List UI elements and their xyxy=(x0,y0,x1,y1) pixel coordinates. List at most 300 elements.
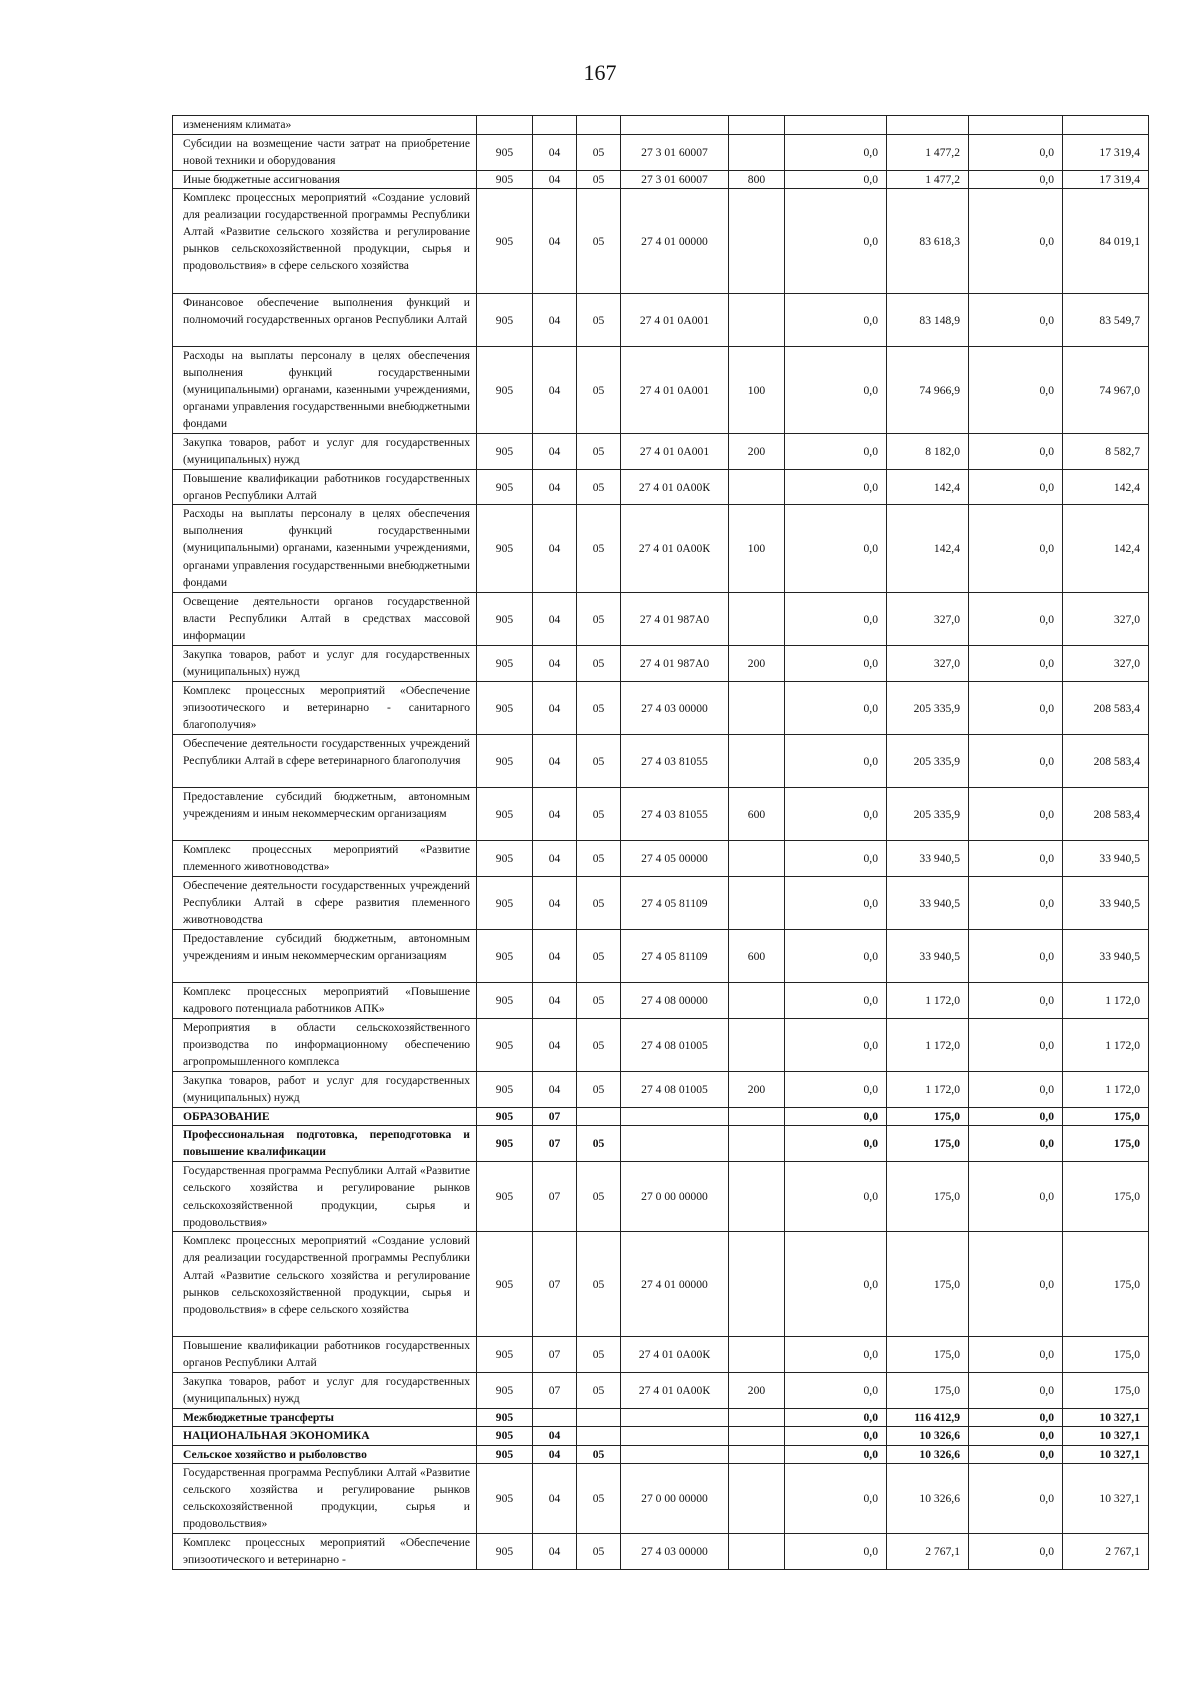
table-row xyxy=(173,1533,1149,1569)
expense-type-cell: 100 xyxy=(729,505,785,593)
table-row xyxy=(173,347,1149,434)
row-name-cell: ОБРАЗОВАНИЕ xyxy=(173,1108,477,1126)
expense-type-cell xyxy=(729,135,785,171)
value-1-cell: 0,0 xyxy=(785,1409,887,1427)
table-row xyxy=(173,735,1149,788)
section-code-cell: 04 xyxy=(533,593,577,646)
subsection-code-cell: 05 xyxy=(577,1373,621,1409)
target-article-cell xyxy=(621,1108,729,1126)
table-row xyxy=(173,135,1149,171)
value-2-cell: 33 940,5 xyxy=(887,841,969,877)
value-1-cell: 0,0 xyxy=(785,135,887,171)
value-4-cell: 17 319,4 xyxy=(1063,171,1149,189)
target-article-cell: 27 0 00 00000 xyxy=(621,1162,729,1232)
row-name-cell: Государственная программа Республики Алтай «Развитие сельского хозяйства и регулирование рынков сельскохозяйственной продукции, сырья и продовольствия» xyxy=(173,1463,477,1533)
row-name-cell: Государственная программа Республики Алтай «Развитие сельского хозяйства и регулирование рынков сельскохозяйственной продукции, сырья и продовольствия» xyxy=(173,1162,477,1232)
gov-code-cell: 905 xyxy=(477,294,533,347)
value-2-cell: 2 767,1 xyxy=(887,1533,969,1569)
value-3-cell: 0,0 xyxy=(969,1463,1063,1533)
gov-code-cell: 905 xyxy=(477,1409,533,1427)
table-body xyxy=(173,116,1149,1570)
value-4-cell: 142,4 xyxy=(1063,505,1149,593)
target-article-cell: 27 4 08 01005 xyxy=(621,1072,729,1108)
section-code-cell: 04 xyxy=(533,646,577,682)
table-row xyxy=(173,1162,1149,1232)
value-2-cell: 175,0 xyxy=(887,1232,969,1337)
expense-type-cell xyxy=(729,1337,785,1373)
target-article-cell: 27 4 01 0А00К xyxy=(621,1373,729,1409)
value-4-cell: 175,0 xyxy=(1063,1126,1149,1162)
value-1-cell: 0,0 xyxy=(785,470,887,505)
value-3-cell: 0,0 xyxy=(969,347,1063,434)
row-name-cell: Закупка товаров, работ и услуг для государственных (муниципальных) нужд xyxy=(173,1072,477,1108)
value-3-cell: 0,0 xyxy=(969,1162,1063,1232)
value-3-cell: 0,0 xyxy=(969,434,1063,470)
gov-code-cell: 905 xyxy=(477,1463,533,1533)
value-4-cell: 2 767,1 xyxy=(1063,1533,1149,1569)
value-2-cell: 83 148,9 xyxy=(887,294,969,347)
table-row xyxy=(173,1409,1149,1427)
value-2-cell: 205 335,9 xyxy=(887,735,969,788)
section-code-cell: 07 xyxy=(533,1232,577,1337)
value-3-cell: 0,0 xyxy=(969,505,1063,593)
value-2-cell: 33 940,5 xyxy=(887,877,969,930)
gov-code-cell: 905 xyxy=(477,1337,533,1373)
expense-type-cell xyxy=(729,1533,785,1569)
value-2-cell: 33 940,5 xyxy=(887,930,969,983)
section-code-cell: 07 xyxy=(533,1162,577,1232)
value-2-cell: 175,0 xyxy=(887,1337,969,1373)
value-4-cell: 84 019,1 xyxy=(1063,189,1149,294)
subsection-code-cell xyxy=(577,1427,621,1445)
target-article-cell: 27 4 01 00000 xyxy=(621,1232,729,1337)
value-2-cell: 205 335,9 xyxy=(887,788,969,841)
value-2-cell: 175,0 xyxy=(887,1126,969,1162)
table-row xyxy=(173,983,1149,1019)
expense-type-cell xyxy=(729,1463,785,1533)
value-1-cell: 0,0 xyxy=(785,646,887,682)
expense-type-cell: 200 xyxy=(729,646,785,682)
value-3-cell: 0,0 xyxy=(969,1108,1063,1126)
value-4-cell: 74 967,0 xyxy=(1063,347,1149,434)
value-1-cell: 0,0 xyxy=(785,593,887,646)
value-1-cell: 0,0 xyxy=(785,983,887,1019)
gov-code-cell: 905 xyxy=(477,983,533,1019)
value-4-cell: 208 583,4 xyxy=(1063,788,1149,841)
section-code-cell: 04 xyxy=(533,1533,577,1569)
expense-type-cell xyxy=(729,116,785,135)
expense-type-cell: 200 xyxy=(729,1072,785,1108)
row-name-cell: Иные бюджетные ассигнования xyxy=(173,171,477,189)
value-3-cell: 0,0 xyxy=(969,593,1063,646)
expense-type-cell xyxy=(729,735,785,788)
section-code-cell: 04 xyxy=(533,1445,577,1463)
expense-type-cell xyxy=(729,1409,785,1427)
expense-type-cell: 100 xyxy=(729,347,785,434)
row-name-cell: Обеспечение деятельности государственных учреждений Республики Алтай в сфере ветеринарного благополучия xyxy=(173,735,477,788)
gov-code-cell: 905 xyxy=(477,434,533,470)
section-code-cell: 04 xyxy=(533,434,577,470)
value-3-cell: 0,0 xyxy=(969,1019,1063,1072)
section-code-cell: 04 xyxy=(533,470,577,505)
row-name-cell: Комплекс процессных мероприятий «Развитие племенного животноводства» xyxy=(173,841,477,877)
gov-code-cell: 905 xyxy=(477,735,533,788)
row-name-cell: НАЦИОНАЛЬНАЯ ЭКОНОМИКА xyxy=(173,1427,477,1445)
subsection-code-cell: 05 xyxy=(577,1337,621,1373)
table-row xyxy=(173,1019,1149,1072)
value-1-cell: 0,0 xyxy=(785,1232,887,1337)
row-name-cell: Межбюджетные трансферты xyxy=(173,1409,477,1427)
section-code-cell: 04 xyxy=(533,347,577,434)
value-1-cell: 0,0 xyxy=(785,930,887,983)
table-row xyxy=(173,1463,1149,1533)
section-code-cell: 07 xyxy=(533,1337,577,1373)
table-row xyxy=(173,788,1149,841)
section-code-cell: 04 xyxy=(533,505,577,593)
subsection-code-cell: 05 xyxy=(577,347,621,434)
section-code-cell: 07 xyxy=(533,1126,577,1162)
value-4-cell: 33 940,5 xyxy=(1063,877,1149,930)
expense-type-cell xyxy=(729,1445,785,1463)
value-4-cell: 10 327,1 xyxy=(1063,1463,1149,1533)
target-article-cell: 27 4 05 00000 xyxy=(621,841,729,877)
table-row xyxy=(173,1232,1149,1337)
gov-code-cell: 905 xyxy=(477,1126,533,1162)
subsection-code-cell: 05 xyxy=(577,930,621,983)
target-article-cell: 27 4 01 0А00К xyxy=(621,505,729,593)
table-row xyxy=(173,434,1149,470)
section-code-cell: 04 xyxy=(533,1463,577,1533)
value-3-cell: 0,0 xyxy=(969,1337,1063,1373)
table-row xyxy=(173,841,1149,877)
section-code-cell xyxy=(533,116,577,135)
value-2-cell: 1 172,0 xyxy=(887,1072,969,1108)
value-3-cell: 0,0 xyxy=(969,841,1063,877)
subsection-code-cell: 05 xyxy=(577,682,621,735)
value-1-cell: 0,0 xyxy=(785,1445,887,1463)
row-name-cell: Закупка товаров, работ и услуг для государственных (муниципальных) нужд xyxy=(173,434,477,470)
target-article-cell: 27 4 03 00000 xyxy=(621,682,729,735)
value-2-cell: 116 412,9 xyxy=(887,1409,969,1427)
table-row xyxy=(173,1337,1149,1373)
value-4-cell: 17 319,4 xyxy=(1063,135,1149,171)
section-code-cell: 04 xyxy=(533,788,577,841)
value-4-cell: 175,0 xyxy=(1063,1337,1149,1373)
value-3-cell: 0,0 xyxy=(969,1409,1063,1427)
gov-code-cell: 905 xyxy=(477,1232,533,1337)
value-4-cell: 8 582,7 xyxy=(1063,434,1149,470)
value-1-cell xyxy=(785,116,887,135)
section-code-cell: 07 xyxy=(533,1108,577,1126)
gov-code-cell: 905 xyxy=(477,1072,533,1108)
value-1-cell: 0,0 xyxy=(785,505,887,593)
value-4-cell: 175,0 xyxy=(1063,1162,1149,1232)
value-3-cell: 0,0 xyxy=(969,470,1063,505)
value-3-cell: 0,0 xyxy=(969,682,1063,735)
gov-code-cell: 905 xyxy=(477,1533,533,1569)
value-4-cell: 175,0 xyxy=(1063,1108,1149,1126)
value-1-cell: 0,0 xyxy=(785,735,887,788)
subsection-code-cell: 05 xyxy=(577,470,621,505)
subsection-code-cell: 05 xyxy=(577,983,621,1019)
gov-code-cell: 905 xyxy=(477,682,533,735)
expense-type-cell xyxy=(729,877,785,930)
subsection-code-cell: 05 xyxy=(577,1463,621,1533)
value-4-cell: 175,0 xyxy=(1063,1373,1149,1409)
row-name-cell: Повышение квалификации работников государственных органов Республики Алтай xyxy=(173,1337,477,1373)
gov-code-cell: 905 xyxy=(477,1427,533,1445)
value-1-cell: 0,0 xyxy=(785,1533,887,1569)
gov-code-cell: 905 xyxy=(477,841,533,877)
value-2-cell: 175,0 xyxy=(887,1162,969,1232)
value-4-cell: 1 172,0 xyxy=(1063,983,1149,1019)
value-4-cell: 10 327,1 xyxy=(1063,1409,1149,1427)
table-row xyxy=(173,1445,1149,1463)
value-1-cell: 0,0 xyxy=(785,1427,887,1445)
expense-type-cell xyxy=(729,682,785,735)
target-article-cell xyxy=(621,1427,729,1445)
value-2-cell: 1 477,2 xyxy=(887,135,969,171)
value-4-cell: 327,0 xyxy=(1063,646,1149,682)
value-4-cell: 10 327,1 xyxy=(1063,1427,1149,1445)
expense-type-cell: 200 xyxy=(729,434,785,470)
gov-code-cell: 905 xyxy=(477,1019,533,1072)
value-2-cell xyxy=(887,116,969,135)
target-article-cell: 27 4 01 0А00К xyxy=(621,1337,729,1373)
value-3-cell: 0,0 xyxy=(969,171,1063,189)
target-article-cell: 27 4 03 81055 xyxy=(621,788,729,841)
value-3-cell: 0,0 xyxy=(969,877,1063,930)
value-4-cell: 208 583,4 xyxy=(1063,682,1149,735)
row-name-cell: Финансовое обеспечение выполнения функций и полномочий государственных органов Республики Алтай xyxy=(173,294,477,347)
value-4-cell: 1 172,0 xyxy=(1063,1072,1149,1108)
gov-code-cell: 905 xyxy=(477,1162,533,1232)
section-code-cell: 04 xyxy=(533,189,577,294)
target-article-cell: 27 4 01 0А001 xyxy=(621,294,729,347)
subsection-code-cell: 05 xyxy=(577,505,621,593)
gov-code-cell: 905 xyxy=(477,1108,533,1126)
subsection-code-cell: 05 xyxy=(577,1072,621,1108)
value-3-cell: 0,0 xyxy=(969,1126,1063,1162)
expense-type-cell xyxy=(729,593,785,646)
subsection-code-cell: 05 xyxy=(577,1445,621,1463)
table-row xyxy=(173,470,1149,505)
row-name-cell: Комплекс процессных мероприятий «Обеспечение эпизоотического и ветеринарно - xyxy=(173,1533,477,1569)
target-article-cell: 27 4 05 81109 xyxy=(621,877,729,930)
row-name-cell: Сельское хозяйство и рыболовство xyxy=(173,1445,477,1463)
value-2-cell: 10 326,6 xyxy=(887,1445,969,1463)
row-name-cell: Обеспечение деятельности государственных учреждений Республики Алтай в сфере развития племенного животноводства xyxy=(173,877,477,930)
table-row xyxy=(173,1072,1149,1108)
row-name-cell: Расходы на выплаты персоналу в целях обеспечения выполнения функций государственными (муниципальными) органами, казенными учреждениями, органами управления государственными внебюджетными фондами xyxy=(173,505,477,593)
gov-code-cell: 905 xyxy=(477,135,533,171)
expense-type-cell xyxy=(729,1232,785,1337)
value-1-cell: 0,0 xyxy=(785,434,887,470)
value-1-cell: 0,0 xyxy=(785,294,887,347)
section-code-cell: 04 xyxy=(533,930,577,983)
expense-type-cell: 200 xyxy=(729,1373,785,1409)
subsection-code-cell: 05 xyxy=(577,788,621,841)
value-3-cell: 0,0 xyxy=(969,735,1063,788)
section-code-cell: 04 xyxy=(533,1427,577,1445)
value-2-cell: 83 618,3 xyxy=(887,189,969,294)
subsection-code-cell: 05 xyxy=(577,646,621,682)
row-name-cell: Мероприятия в области сельскохозяйственного производства по информационному обеспечению агропромышленного комплекса xyxy=(173,1019,477,1072)
value-1-cell: 0,0 xyxy=(785,1373,887,1409)
expense-type-cell: 600 xyxy=(729,788,785,841)
target-article-cell: 27 4 01 0А00К xyxy=(621,470,729,505)
expense-type-cell: 800 xyxy=(729,171,785,189)
gov-code-cell: 905 xyxy=(477,470,533,505)
value-2-cell: 74 966,9 xyxy=(887,347,969,434)
value-3-cell xyxy=(969,116,1063,135)
value-3-cell: 0,0 xyxy=(969,1232,1063,1337)
table-row xyxy=(173,682,1149,735)
value-1-cell: 0,0 xyxy=(785,841,887,877)
row-name-cell: изменениям климата» xyxy=(173,116,477,135)
value-2-cell: 327,0 xyxy=(887,593,969,646)
subsection-code-cell: 05 xyxy=(577,434,621,470)
value-4-cell: 1 172,0 xyxy=(1063,1019,1149,1072)
section-code-cell: 04 xyxy=(533,841,577,877)
value-3-cell: 0,0 xyxy=(969,788,1063,841)
row-name-cell: Комплекс процессных мероприятий «Создание условий для реализации государственной программы Республики Алтай «Развитие сельского хозяйства и регулирование рынков сельскохозяйственной продукции, сырья и продовольствия» в сфере сельского хозяйства xyxy=(173,1232,477,1337)
value-4-cell: 83 549,7 xyxy=(1063,294,1149,347)
row-name-cell: Субсидии на возмещение части затрат на приобретение новой техники и оборудования xyxy=(173,135,477,171)
value-1-cell: 0,0 xyxy=(785,171,887,189)
expense-type-cell xyxy=(729,189,785,294)
value-3-cell: 0,0 xyxy=(969,135,1063,171)
value-3-cell: 0,0 xyxy=(969,294,1063,347)
section-code-cell: 04 xyxy=(533,294,577,347)
subsection-code-cell: 05 xyxy=(577,1232,621,1337)
value-4-cell xyxy=(1063,116,1149,135)
table-row xyxy=(173,646,1149,682)
gov-code-cell: 905 xyxy=(477,189,533,294)
value-2-cell: 10 326,6 xyxy=(887,1463,969,1533)
value-1-cell: 0,0 xyxy=(785,1162,887,1232)
subsection-code-cell: 05 xyxy=(577,1019,621,1072)
expense-type-cell xyxy=(729,1162,785,1232)
table-row xyxy=(173,1126,1149,1162)
value-1-cell: 0,0 xyxy=(785,1463,887,1533)
row-name-cell: Расходы на выплаты персоналу в целях обеспечения выполнения функций государственными (муниципальными) органами, казенными учреждениями, органами управления государственными внебюджетными фондами xyxy=(173,347,477,434)
target-article-cell: 27 4 01 00000 xyxy=(621,189,729,294)
value-2-cell: 175,0 xyxy=(887,1373,969,1409)
value-1-cell: 0,0 xyxy=(785,189,887,294)
value-2-cell: 327,0 xyxy=(887,646,969,682)
row-name-cell: Предоставление субсидий бюджетным, автономным учреждениям и иным некоммерческим организациям xyxy=(173,930,477,983)
gov-code-cell: 905 xyxy=(477,171,533,189)
expense-type-cell xyxy=(729,1126,785,1162)
subsection-code-cell: 05 xyxy=(577,135,621,171)
value-2-cell: 1 172,0 xyxy=(887,983,969,1019)
table-row xyxy=(173,877,1149,930)
row-name-cell: Комплекс процессных мероприятий «Повышение кадрового потенциала работников АПК» xyxy=(173,983,477,1019)
target-article-cell: 27 4 05 81109 xyxy=(621,930,729,983)
expense-type-cell xyxy=(729,1427,785,1445)
row-name-cell: Освещение деятельности органов государственной власти Республики Алтай в средствах массовой информации xyxy=(173,593,477,646)
value-3-cell: 0,0 xyxy=(969,1427,1063,1445)
value-2-cell: 1 477,2 xyxy=(887,171,969,189)
expense-type-cell xyxy=(729,983,785,1019)
target-article-cell: 27 4 03 81055 xyxy=(621,735,729,788)
value-4-cell: 175,0 xyxy=(1063,1232,1149,1337)
table-row xyxy=(173,593,1149,646)
section-code-cell: 04 xyxy=(533,682,577,735)
target-article-cell xyxy=(621,116,729,135)
target-article-cell xyxy=(621,1126,729,1162)
subsection-code-cell: 05 xyxy=(577,189,621,294)
subsection-code-cell: 05 xyxy=(577,593,621,646)
gov-code-cell: 905 xyxy=(477,1445,533,1463)
expense-type-cell xyxy=(729,1019,785,1072)
target-article-cell xyxy=(621,1409,729,1427)
subsection-code-cell: 05 xyxy=(577,171,621,189)
target-article-cell: 27 3 01 60007 xyxy=(621,135,729,171)
subsection-code-cell: 05 xyxy=(577,735,621,788)
value-4-cell: 33 940,5 xyxy=(1063,841,1149,877)
table-row xyxy=(173,1373,1149,1409)
table-row xyxy=(173,1108,1149,1126)
row-name-cell: Предоставление субсидий бюджетным, автономным учреждениям и иным некоммерческим организациям xyxy=(173,788,477,841)
table-row xyxy=(173,930,1149,983)
value-1-cell: 0,0 xyxy=(785,1337,887,1373)
value-4-cell: 10 327,1 xyxy=(1063,1445,1149,1463)
gov-code-cell: 905 xyxy=(477,1373,533,1409)
gov-code-cell: 905 xyxy=(477,788,533,841)
gov-code-cell: 905 xyxy=(477,505,533,593)
value-4-cell: 142,4 xyxy=(1063,470,1149,505)
target-article-cell: 27 4 08 00000 xyxy=(621,983,729,1019)
section-code-cell: 07 xyxy=(533,1373,577,1409)
target-article-cell: 27 4 01 987А0 xyxy=(621,646,729,682)
target-article-cell: 27 0 00 00000 xyxy=(621,1463,729,1533)
target-article-cell: 27 4 08 01005 xyxy=(621,1019,729,1072)
row-name-cell: Закупка товаров, работ и услуг для государственных (муниципальных) нужд xyxy=(173,646,477,682)
table-row xyxy=(173,294,1149,347)
value-1-cell: 0,0 xyxy=(785,347,887,434)
target-article-cell: 27 4 01 0А001 xyxy=(621,347,729,434)
value-3-cell: 0,0 xyxy=(969,1072,1063,1108)
subsection-code-cell: 05 xyxy=(577,1126,621,1162)
value-3-cell: 0,0 xyxy=(969,1373,1063,1409)
target-article-cell: 27 4 01 987А0 xyxy=(621,593,729,646)
section-code-cell: 04 xyxy=(533,135,577,171)
row-name-cell: Комплекс процессных мероприятий «Обеспечение эпизоотического и ветеринарно - санитарного благополучия» xyxy=(173,682,477,735)
section-code-cell: 04 xyxy=(533,1072,577,1108)
table-row xyxy=(173,171,1149,189)
value-1-cell: 0,0 xyxy=(785,1072,887,1108)
subsection-code-cell: 05 xyxy=(577,1533,621,1569)
section-code-cell: 04 xyxy=(533,983,577,1019)
value-2-cell: 10 326,6 xyxy=(887,1427,969,1445)
table-row xyxy=(173,505,1149,593)
value-2-cell: 175,0 xyxy=(887,1108,969,1126)
value-1-cell: 0,0 xyxy=(785,1126,887,1162)
subsection-code-cell: 05 xyxy=(577,1162,621,1232)
section-code-cell: 04 xyxy=(533,877,577,930)
expense-type-cell: 600 xyxy=(729,930,785,983)
value-3-cell: 0,0 xyxy=(969,646,1063,682)
value-3-cell: 0,0 xyxy=(969,983,1063,1019)
value-1-cell: 0,0 xyxy=(785,682,887,735)
gov-code-cell: 905 xyxy=(477,877,533,930)
value-2-cell: 142,4 xyxy=(887,470,969,505)
gov-code-cell: 905 xyxy=(477,593,533,646)
expense-type-cell xyxy=(729,470,785,505)
row-name-cell: Комплекс процессных мероприятий «Создание условий для реализации государственной программы Республики Алтай «Развитие сельского хозяйства и регулирование рынков сельскохозяйственной продукции, сырья и продовольствия» в сфере сельского хозяйства xyxy=(173,189,477,294)
